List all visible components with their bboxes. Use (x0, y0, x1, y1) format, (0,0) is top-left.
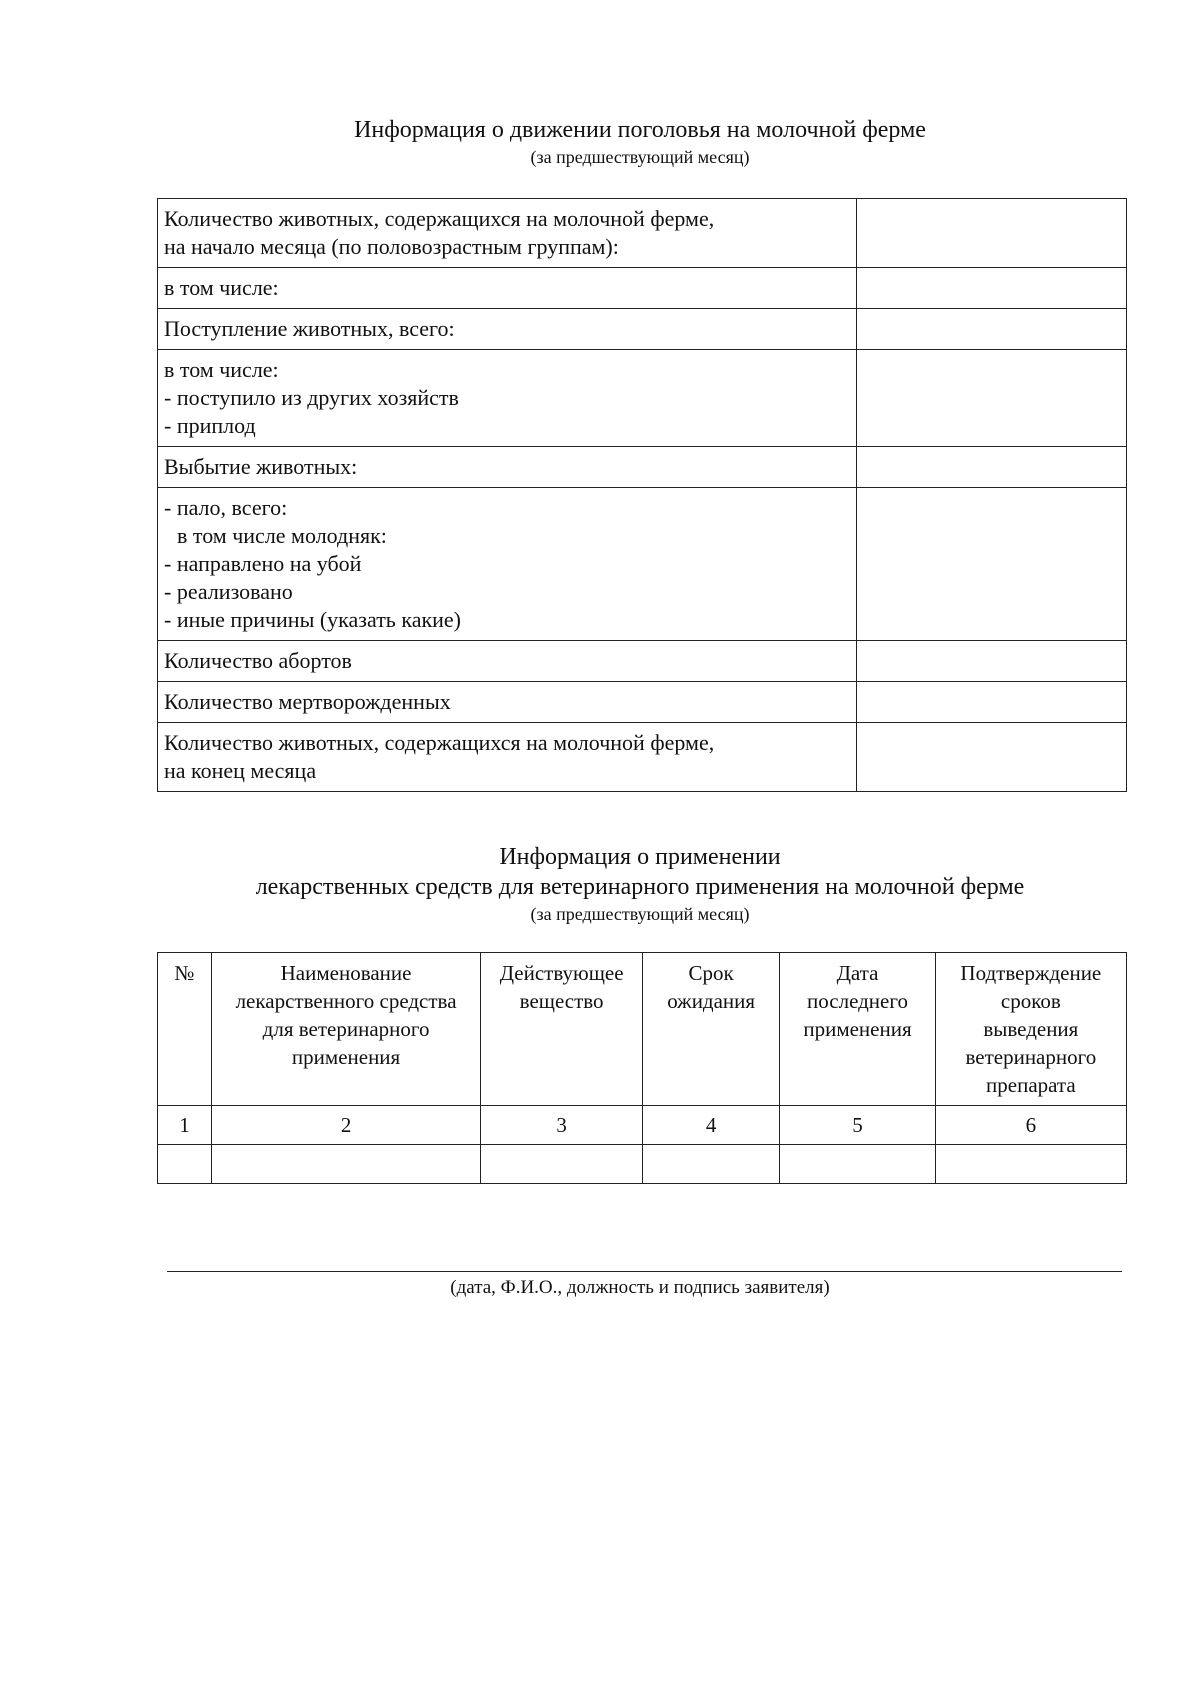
signature-line[interactable] (167, 1271, 1122, 1272)
table-row (158, 641, 1127, 682)
table-row (158, 350, 1127, 447)
row-label: Количество животных, содержащихся на молочной ферме, на начало месяца (по половозрастным группам): (158, 199, 857, 268)
livestock-movement-table (157, 198, 1127, 792)
table-row (158, 199, 1127, 268)
column-number: 2 (211, 1106, 480, 1145)
table-row (158, 682, 1127, 723)
section2-subtitle: (за предшествующий месяц) (530, 904, 750, 924)
empty-cell[interactable] (481, 1145, 643, 1184)
row-value-cell[interactable] (856, 199, 1126, 268)
row-label: Количество животных, содержащихся на молочной ферме, на конец месяца (158, 723, 857, 792)
empty-cell[interactable] (935, 1145, 1126, 1184)
header-confirmation: Подтверждение сроков выведения ветеринарного препарата (935, 953, 1126, 1106)
row-value-cell[interactable] (856, 350, 1126, 447)
row-value-cell[interactable] (856, 488, 1126, 641)
table-row (158, 447, 1127, 488)
header-last-use-date: Дата последнего применения (780, 953, 935, 1106)
row-value-cell[interactable] (856, 641, 1126, 682)
header-drug-name: Наименование лекарственного средства для ветеринарного применения (211, 953, 480, 1106)
row-value-cell[interactable] (856, 268, 1126, 309)
veterinary-drugs-table (157, 952, 1127, 1184)
row-label: Количество абортов (158, 641, 857, 682)
column-number-row (158, 1106, 1127, 1145)
column-number: 4 (642, 1106, 779, 1145)
table-row (158, 488, 1127, 641)
table-row (158, 309, 1127, 350)
row-label: Поступление животных, всего: (158, 309, 857, 350)
row-value-cell[interactable] (856, 309, 1126, 350)
column-number: 3 (481, 1106, 643, 1145)
column-number: 5 (780, 1106, 935, 1145)
section1-subtitle: (за предшествующий месяц) (530, 147, 750, 167)
row-value-cell[interactable] (856, 682, 1126, 723)
section2-title-line2: лекарственных средств для ветеринарного применения на молочной ферме (255, 874, 1025, 900)
empty-cell[interactable] (780, 1145, 935, 1184)
table-row (158, 723, 1127, 792)
table-row (158, 268, 1127, 309)
row-label: в том числе: - поступило из других хозяйств - приплод (158, 350, 857, 447)
column-number: 6 (935, 1106, 1126, 1145)
row-label: Количество мертворожденных (158, 682, 857, 723)
header-number: № (158, 953, 212, 1106)
row-label: в том числе: (158, 268, 857, 309)
column-number: 1 (158, 1106, 212, 1145)
header-active-substance: Действующее вещество (481, 953, 643, 1106)
section2-title-line1: Информация о применении (499, 844, 781, 870)
table-row (158, 1145, 1127, 1184)
row-value-cell[interactable] (856, 447, 1126, 488)
row-value-cell[interactable] (856, 723, 1126, 792)
empty-cell[interactable] (158, 1145, 212, 1184)
table-header-row (158, 953, 1127, 1106)
header-withdrawal-period: Срок ожидания (642, 953, 779, 1106)
row-label: Выбытие животных: (158, 447, 857, 488)
empty-cell[interactable] (642, 1145, 779, 1184)
section1-title: Информация о движении поголовья на молочной ферме (354, 117, 926, 143)
empty-cell[interactable] (211, 1145, 480, 1184)
signature-caption: (дата, Ф.И.О., должность и подпись заявителя) (450, 1277, 830, 1298)
row-label: - пало, всего: в том числе молодняк: - направлено на убой - реализовано - иные причины (указать какие) (158, 488, 857, 641)
